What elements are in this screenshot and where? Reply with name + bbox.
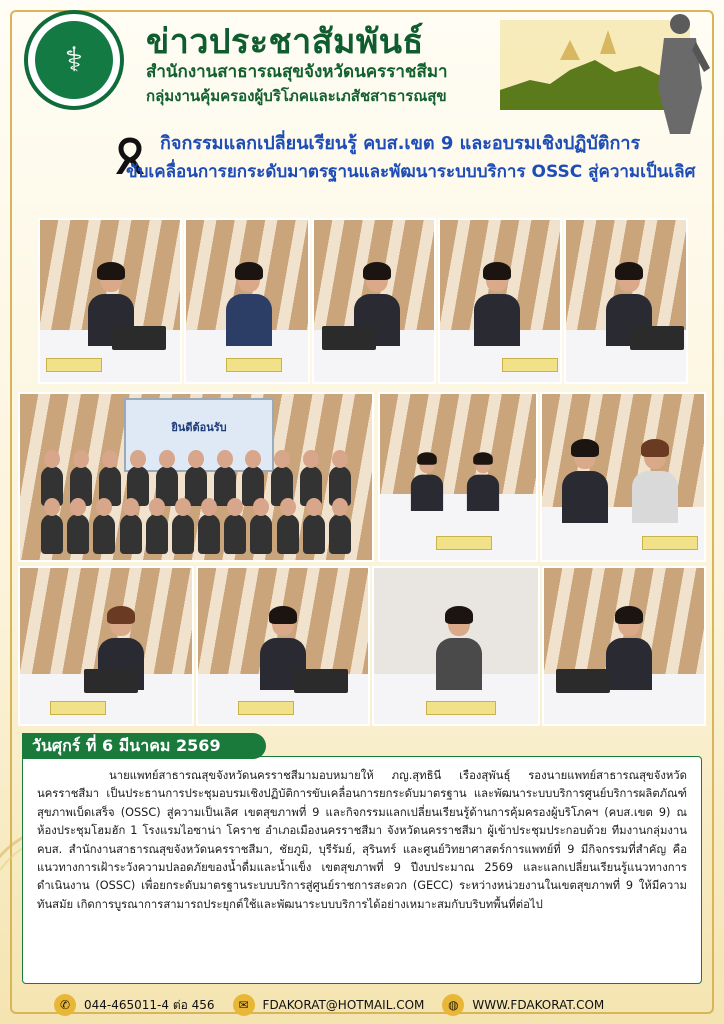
photo-participant-2	[438, 218, 562, 384]
article-box	[22, 756, 702, 984]
globe-icon: ◍	[442, 994, 464, 1016]
article-body: นายแพทย์สาธารณสุขจังหวัดนครราชสีมามอบหมายให้ ภญ.สุทธินี เรืองสุพันธุ์ รองนายแพทย์สาธารณสุขจังหวัดนครราชสีมา เป็นประธานการประชุมอบรมเชิงปฏิบัติการขับเคลื่อนการยกระดับมาตรฐาน และพัฒนาระบบบริการศูนย์บริการผลิตภัณฑ์สุขภาพเบ็ดเสร็จ (OSSC) สู่ความเป็นเลิศ เขตสุขภาพที่ 9 และกิจกรรมแลกเปลี่ยนเรียนรู้ด้านการคุ้มครองผู้บริโภคฯ (คบส.เขต 9) ณ ห้องประชุมโฮมฮัก 1 โรงแรมไอซาน่า โคราช อำเภอเมืองนครราชสีมา จังหวัดนครราชสีมา ผู้เข้าประชุมประกอบด้วย ทีมงานกลุ่มงาน คบส. สำนักงานสาธารณสุขจังหวัดนครราชสีมา, ชัยภูมิ, บุรีรัมย์, สุรินทร์ และศูนย์วิทยาศาสตร์การแพทย์ที่ 9 มีกิจกรรมที่สำคัญ คือ แนวทางการเฝ้าระวังความปลอดภัยของน้ำดื่มและน้ำแข็ง เขตสุขภาพที่ 9 ปีงบประมาณ 2569 และแลกเปลี่ยนเรียนรู้แนวทางการดำเนินงาน (OSSC) เพื่อยกระดับมาตรฐานระบบบริการสู่ศูนย์ราชการสะดวก (GECC) ระหว่างหน่วยงานในเขตสุขภาพที่ 9 ให้มีความทันสมัย เกิดการบูรณาการสามารถประยุกต์ใช้และพัฒนาระบบบริการได้อย่างเหมาะสมกับบริบทพื้นที่ต่อไป	[37, 769, 687, 911]
moph-logo	[24, 10, 124, 110]
organization-name: สำนักงานสาธารณสุขจังหวัดนครราชสีมา	[146, 62, 448, 82]
footer-phone	[54, 994, 215, 1016]
phone-number: 044-465011-4 ต่อ 456	[84, 997, 215, 1012]
photo-speaker-female	[18, 566, 194, 726]
thao-suranari-statue	[644, 8, 716, 134]
photo-speaker-female-2	[542, 566, 706, 726]
footer-contact	[54, 992, 694, 1018]
photo-speaker-male-2	[196, 566, 370, 726]
welcome-banner-title: ยินดีต้อนรับ	[171, 421, 227, 434]
footer-email[interactable]	[233, 994, 425, 1016]
footer-website[interactable]	[442, 994, 604, 1016]
caduceus-icon: ⚕	[35, 21, 113, 99]
photo-group	[18, 392, 374, 562]
headline-line-1: กิจกรรมแลกเปลี่ยนเรียนรู้ คบส.เขต 9 และอบรมเชิงปฏิบัติการ	[160, 133, 641, 154]
photo-chairperson	[38, 218, 182, 384]
headline-line-2: ขับเคลื่อนการยกระดับมาตรฐานและพัฒนาระบบบริการ OSSC สู่ความเป็นเลิศ	[126, 162, 696, 182]
mail-icon: ✉	[233, 994, 255, 1016]
division-name: กลุ่มงานคุ้มครองผู้บริโภคและเภสัชสาธารณสุข	[146, 87, 447, 105]
photo-meeting-room	[378, 392, 538, 562]
date-label: วันศุกร์ ที่ 6 มีนาคม 2569	[22, 733, 266, 759]
phone-icon: ✆	[54, 994, 76, 1016]
photo-discussion	[540, 392, 706, 562]
page-title: ข่าวประชาสัมพันธ์	[146, 22, 424, 62]
photo-participant-3	[564, 218, 688, 384]
photo-participant-1	[312, 218, 436, 384]
photo-speaker-male-3	[372, 566, 540, 726]
photo-speaker-male	[184, 218, 310, 384]
website-url[interactable]: WWW.FDAKORAT.COM	[472, 998, 605, 1012]
email-address[interactable]: FDAKORAT@HOTMAIL.COM	[262, 998, 425, 1012]
